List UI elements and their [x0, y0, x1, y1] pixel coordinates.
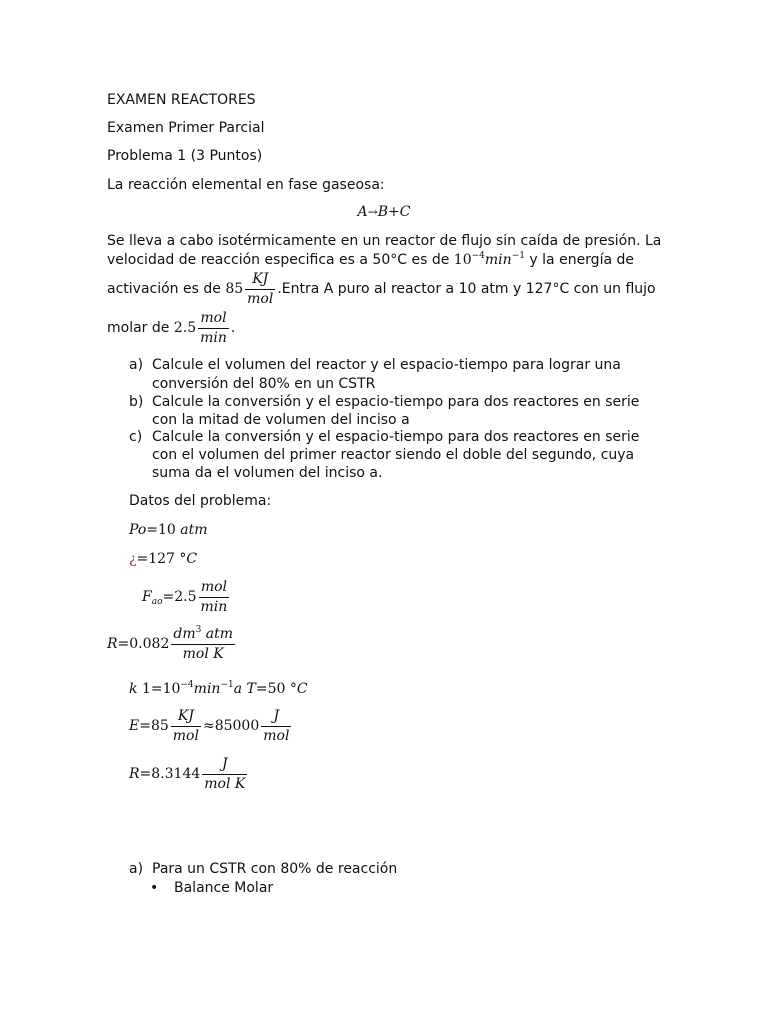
k1-unit: min — [193, 681, 221, 697]
activation-energy-unit-num: KJ — [245, 272, 275, 290]
molar-flow-unit-den: min — [200, 329, 227, 346]
r-energy-eq: =8.3144 — [139, 766, 201, 783]
para-line-4 — [107, 311, 235, 345]
r-gas-unit-num-tail: atm — [205, 626, 234, 642]
reaction-products: B+C — [377, 204, 411, 220]
question-a-line-1: Calcule el volumen del reactor y el espacio-tiempo para lograr una — [152, 357, 621, 373]
r-gas-lhs: R — [107, 636, 118, 653]
po-unit: atm — [180, 522, 208, 538]
exam-title: EXAMEN REACTORES — [107, 92, 256, 108]
k1-tail: a T — [233, 681, 256, 697]
solution-a-label: a) — [129, 861, 144, 877]
k1-tail-eq: =50 — [255, 681, 286, 697]
r-gas-unit-num-base: dm — [173, 626, 196, 642]
fao-eq: =2.5 — [162, 589, 197, 606]
k1-eq: 1=10 — [141, 681, 181, 697]
fao-sub: ao — [151, 597, 163, 608]
activation-energy-unit — [245, 272, 275, 306]
temperature-glyph: ¿ — [129, 551, 137, 567]
para-line-2-pre: velocidad de reacción especifica es a 50°C es de — [107, 252, 450, 268]
balance-molar-text: Balance Molar — [174, 880, 274, 896]
k1-unit-exp: −1 — [220, 680, 234, 690]
rate-constant-exp: −4 — [471, 251, 485, 261]
question-c-label: c) — [129, 429, 143, 445]
question-a-line-2: conversión del 80% en un CSTR — [152, 376, 376, 392]
para-line-3 — [107, 272, 656, 306]
r-energy-unit-den: mol K — [204, 775, 246, 792]
r-gas-unit-num — [171, 627, 235, 645]
r-gas-unit-num-exp: 3 — [195, 625, 202, 635]
para-line-4-pre: molar de — [107, 320, 170, 337]
intro-text: La reacción elemental en fase gaseosa: — [107, 177, 385, 193]
molar-flow-unit — [198, 311, 229, 345]
rate-constant-unit-exp: −1 — [511, 251, 525, 261]
para-line-3-post: .Entra A puro al reactor a 10 atm y 127°C con un flujo — [277, 281, 656, 298]
reaction-arrow: → — [367, 205, 378, 219]
question-b-line-1: Calcule la conversión y el espacio-tiempo para dos reactores en serie — [152, 394, 640, 410]
solution-a-text: Para un CSTR con 80% de reacción — [152, 861, 398, 877]
e-unit-2-den: mol — [263, 727, 290, 744]
para-line-4-post: . — [230, 320, 236, 337]
para-line-2-post: y la energía de — [529, 252, 634, 268]
equation-r-gas — [107, 627, 237, 661]
equation-po — [129, 523, 208, 537]
fao-lhs: F — [142, 589, 152, 606]
r-energy-lhs: R — [129, 766, 140, 783]
data-heading: Datos del problema: — [129, 493, 272, 509]
equation-temperature — [129, 552, 197, 566]
e-unit-2-num: J — [261, 709, 291, 727]
e-lhs: E — [129, 718, 140, 735]
question-b-label: b) — [129, 394, 144, 410]
po-eq: =10 — [146, 522, 176, 538]
temperature-eq: =127 — [136, 551, 175, 567]
equation-r-energy — [129, 757, 249, 791]
exam-subtitle: Examen Primer Parcial — [107, 120, 265, 136]
e-unit-1 — [171, 709, 201, 743]
r-energy-unit-num: J — [202, 757, 247, 775]
e-unit-2 — [261, 709, 291, 743]
question-b-line-2: con la mitad de volumen del inciso a — [152, 412, 410, 428]
rate-constant-unit: min — [484, 252, 512, 268]
r-gas-unit-den: mol K — [182, 645, 224, 662]
k1-exp: −4 — [180, 680, 194, 690]
rate-constant-base: 10 — [453, 252, 472, 268]
question-c-line-3: suma da el volumen del inciso a. — [152, 465, 383, 481]
molar-flow-value: 2.5 — [173, 320, 197, 337]
reaction-reactant: A — [357, 204, 368, 220]
k1-tail-unit: °C — [289, 681, 308, 697]
po-lhs: Po — [129, 522, 147, 538]
activation-energy-value: 85 — [225, 281, 244, 298]
activation-energy-unit-den: mol — [247, 290, 274, 307]
k1-lhs: k — [129, 681, 138, 697]
e-eq: =85 — [139, 718, 169, 735]
question-a-label: a) — [129, 357, 144, 373]
fao-unit-num: mol — [199, 580, 230, 598]
reaction-equation — [0, 205, 768, 219]
r-energy-unit — [202, 757, 247, 791]
para-line-2 — [107, 253, 634, 267]
e-unit-1-num: KJ — [171, 709, 201, 727]
temperature-unit: °C — [179, 551, 198, 567]
molar-flow-unit-num: mol — [198, 311, 229, 329]
e-unit-1-den: mol — [172, 727, 199, 744]
r-gas-eq: =0.082 — [117, 636, 170, 653]
e-approx: ≈85000 — [202, 718, 260, 735]
fao-unit — [199, 580, 230, 614]
question-c-line-1: Calcule la conversión y el espacio-tiempo para dos reactores en serie — [152, 429, 640, 445]
fao-unit-den: min — [200, 598, 228, 615]
problem-heading: Problema 1 (3 Puntos) — [107, 148, 263, 164]
question-c-line-2: con el volumen del primer reactor siendo el doble del segundo, cuya — [152, 447, 635, 463]
equation-fao — [142, 580, 231, 614]
r-gas-unit — [171, 627, 235, 661]
bullet-icon: • — [150, 880, 159, 896]
equation-k1 — [129, 682, 308, 696]
equation-activation-energy — [129, 709, 293, 743]
para-line-3-pre: activación es de — [107, 281, 221, 298]
para-line-1: Se lleva a cabo isotérmicamente en un reactor de flujo sin caída de presión. La — [107, 233, 662, 249]
